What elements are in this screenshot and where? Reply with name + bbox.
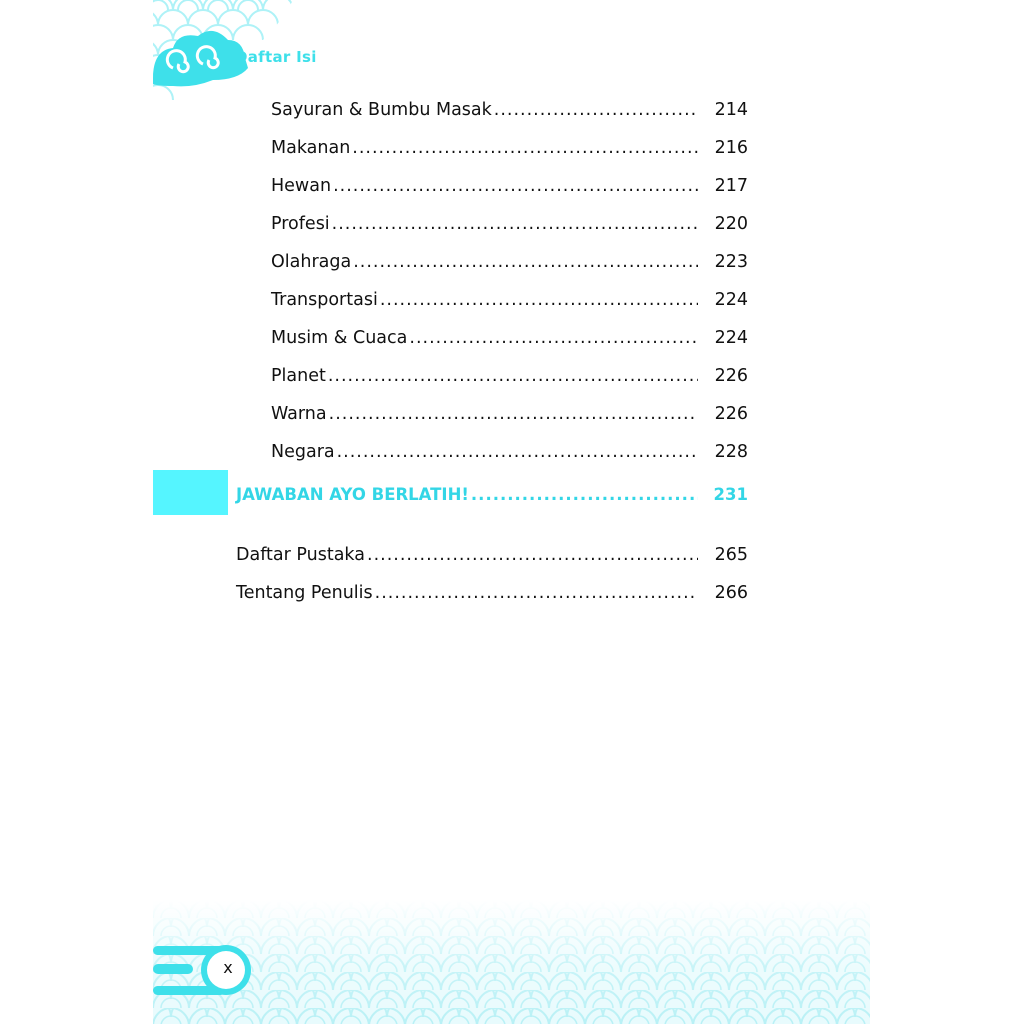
toc-leader	[471, 483, 698, 507]
toc-entry-label: Tentang Penulis	[236, 583, 373, 603]
toc-leader	[337, 440, 698, 464]
toc-entry[interactable]	[236, 543, 748, 567]
toc-entry-label: Makanan	[271, 138, 351, 158]
toc-entry-label: Warna	[271, 404, 327, 424]
toc-section-entry[interactable]	[236, 483, 748, 507]
toc-entry-label: Hewan	[271, 176, 332, 196]
toc-entry[interactable]	[271, 174, 748, 198]
toc-entry-page: 228	[714, 442, 748, 462]
toc-entry-page: 265	[714, 545, 748, 565]
toc-leader	[333, 174, 698, 198]
toc-entry[interactable]	[271, 364, 748, 388]
toc-entry-label: Olahraga	[271, 252, 352, 272]
toc-entry-label: Planet	[271, 366, 326, 386]
toc-entry-page: 226	[714, 366, 748, 386]
toc-entry[interactable]	[271, 136, 748, 160]
toc-leader	[353, 250, 698, 274]
toc-entry[interactable]	[271, 288, 748, 312]
toc-entry-label: Negara	[271, 442, 335, 462]
toc-section-page: 231	[713, 485, 748, 504]
toc-entry-page: 224	[714, 290, 748, 310]
toc-entry-page: 217	[714, 176, 748, 196]
toc-section-label: JAWABAN AYO BERLATIH!	[236, 485, 469, 504]
toc-leader	[352, 136, 698, 160]
toc-entry-page: 266	[714, 583, 748, 603]
footer-wave-pattern	[153, 900, 870, 1024]
toc-leader	[367, 543, 698, 567]
toc-entry-label: Profesi	[271, 214, 330, 234]
page-number-badge-icon	[153, 940, 253, 1000]
toc-entry-page: 226	[714, 404, 748, 424]
toc-leader	[375, 581, 698, 605]
toc-leader	[328, 364, 698, 388]
page-number: x	[223, 958, 233, 977]
toc-entry-page: 214	[714, 100, 748, 120]
toc-entry[interactable]	[271, 212, 748, 236]
toc-entry-page: 224	[714, 328, 748, 348]
toc-leader	[329, 402, 698, 426]
toc-entry[interactable]	[271, 402, 748, 426]
toc-entry[interactable]	[271, 440, 748, 464]
toc-entry[interactable]	[271, 326, 748, 350]
toc-leader	[494, 98, 698, 122]
book-page	[153, 0, 870, 1024]
toc-leader	[332, 212, 698, 236]
toc-entry-label: Daftar Pustaka	[236, 545, 365, 565]
toc-entry-label: Transportasi	[271, 290, 378, 310]
toc-entry-page: 223	[714, 252, 748, 272]
toc-entry-page: 216	[714, 138, 748, 158]
toc-entry-page: 220	[714, 214, 748, 234]
toc-entry[interactable]	[271, 98, 748, 122]
toc-entry[interactable]	[236, 581, 748, 605]
section-accent-bar	[153, 470, 228, 515]
toc-entry-label: Sayuran & Bumbu Masak	[271, 100, 492, 120]
toc-leader	[380, 288, 698, 312]
toc-entry[interactable]	[271, 250, 748, 274]
running-header: Daftar Isi	[235, 48, 317, 66]
toc-entry-label: Musim & Cuaca	[271, 328, 408, 348]
toc-leader	[409, 326, 698, 350]
